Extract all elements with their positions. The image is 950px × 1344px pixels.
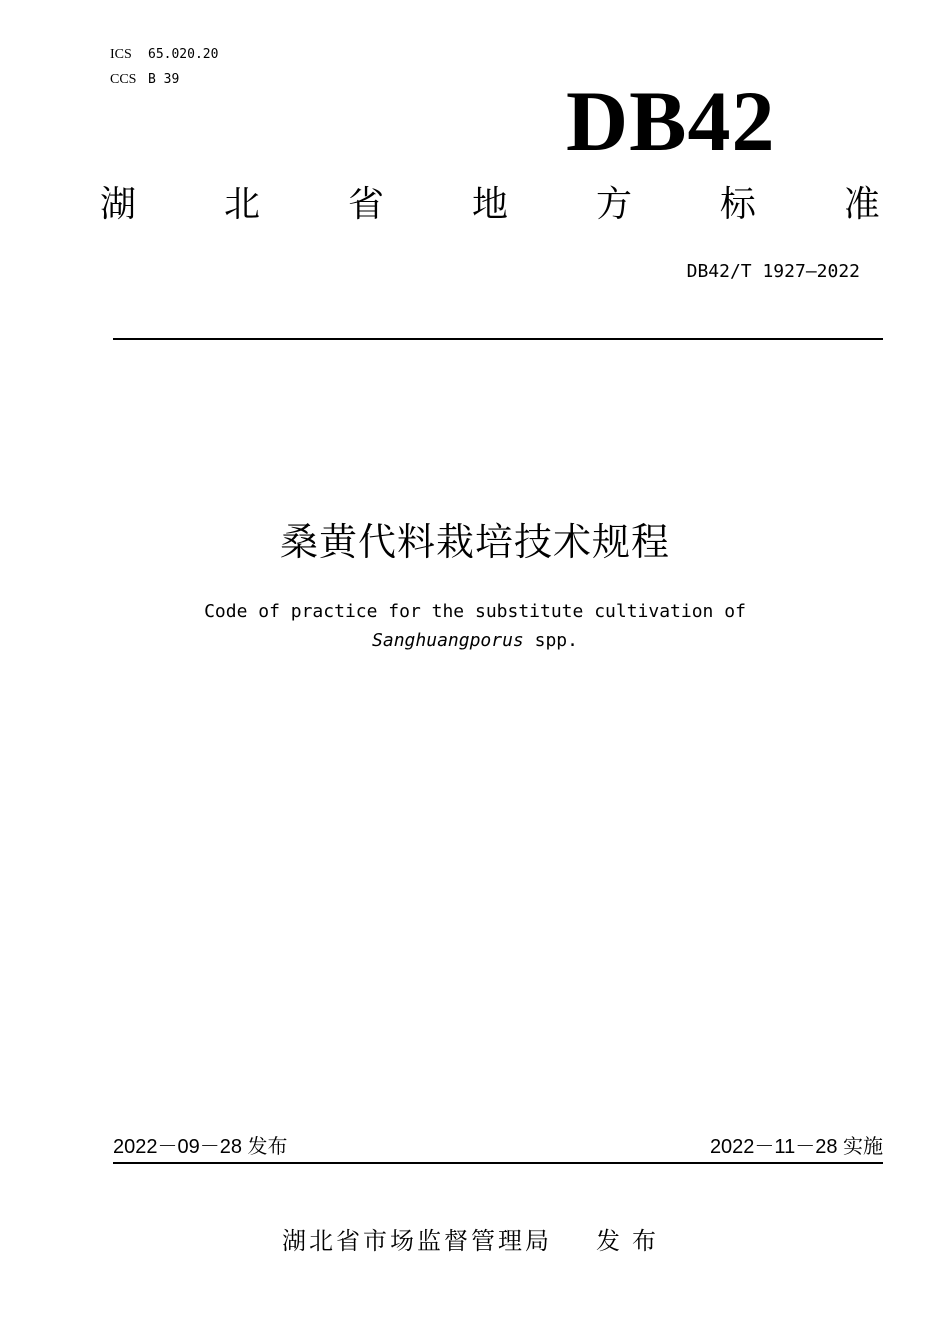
english-title-line1: Code of practice for the substitute cultivation of xyxy=(204,601,746,622)
standard-type-char: 方 xyxy=(595,184,632,225)
genus-name: Sanghuangporus xyxy=(372,630,524,651)
standard-number: DB42/T 1927—2022 xyxy=(686,261,860,282)
top-rule xyxy=(113,338,883,340)
ics-line xyxy=(110,47,218,63)
standard-type-char: 省 xyxy=(347,184,384,225)
ics-code: 65.020.20 xyxy=(148,47,219,62)
bottom-rule xyxy=(113,1162,883,1164)
effective-date: 2022－11－28 实施 xyxy=(709,1136,883,1158)
ccs-label: CCS xyxy=(110,72,137,87)
issue-date: 2022－09－28 发布 xyxy=(113,1136,288,1158)
standard-type-char: 北 xyxy=(223,184,260,225)
issuer-line xyxy=(0,1224,950,1258)
db42-logo: DB42 xyxy=(566,73,776,169)
english-title-line2 xyxy=(0,627,950,655)
standard-type-char: 湖 xyxy=(100,184,137,225)
standard-type-char: 准 xyxy=(843,184,880,225)
ccs-line xyxy=(110,72,179,88)
standard-type-title xyxy=(100,180,880,230)
standard-type-char: 标 xyxy=(719,184,756,225)
species-suffix: spp. xyxy=(523,630,578,651)
ics-label: ICS xyxy=(110,47,132,62)
ccs-code: B 39 xyxy=(148,72,180,87)
standard-type-char: 地 xyxy=(471,184,508,225)
chinese-title: 桑黄代料栽培技术规程 xyxy=(279,520,670,564)
issuing-organization: 湖北省市场监督管理局 xyxy=(282,1227,552,1255)
issue-action: 发布 xyxy=(596,1227,668,1255)
